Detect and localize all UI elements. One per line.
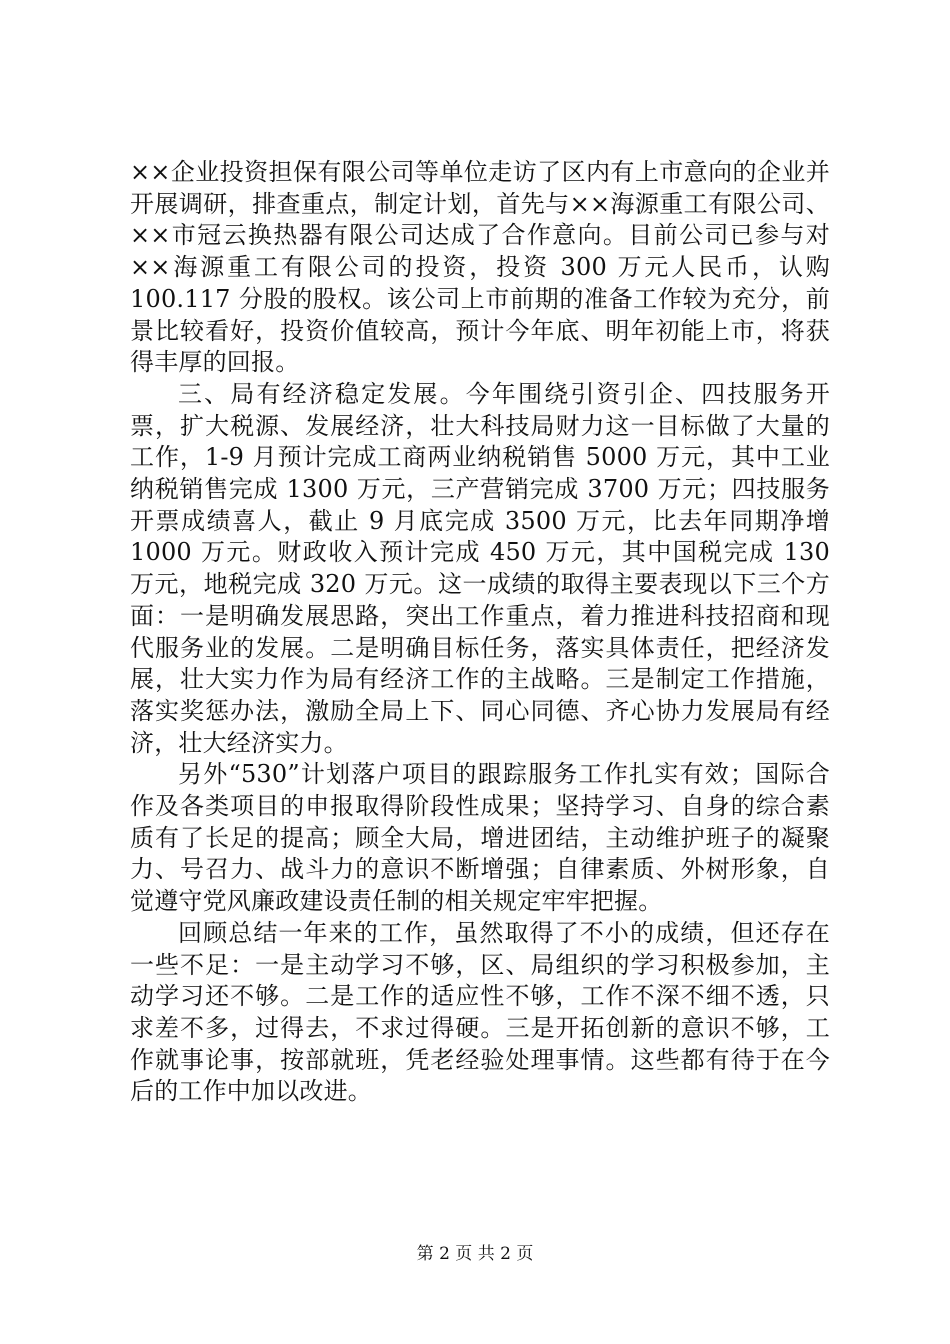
paragraph-shortcomings: 回顾总结一年来的工作，虽然取得了不小的成绩，但还存在一些不足：一是主动学习不够，区、局组织的学习积极参加，主动学习还不够。二是工作的适应性不够，工作不深不细不透，只求差不多，过得去，不求过得硬。三是开拓创新的意识不够，工作就事论事，按部就班，凭老经验处理事情。这些都有待于在今后的工作中加以改进。 bbox=[130, 918, 830, 1106]
paragraph-investment: ××企业投资担保有限公司等单位走访了区内有上市意向的企业并开展调研，排查重点，制定计划，首先与××海源重工有限公司、××市冠云换热器有限公司达成了合作意向。目前公司已参与对××海源重工有限公司的投资，投资 300 万元人民币，认购 100.117 分股的股权。该公司上市前期的准备工作较为充分，前景比较看好，投资价值较高，预计今年底、明年初能上市，将获得丰厚的回报。 bbox=[130, 158, 830, 377]
page-footer: 第 2 页 共 2 页 bbox=[416, 1244, 534, 1264]
paragraph-economy: 三、局有经济稳定发展。今年围绕引资引企、四技服务开票，扩大税源、发展经济，壮大科技局财力这一目标做了大量的工作，1-9 月预计完成工商两业纳税销售 5000 万元，其中工业纳税销售完成 1300 万元，三产营销完成 3700 万元；四技服务开票成绩喜人，截止 9 月底完成 3500 万元，比去年同期净增 1000 万元。财政收入预计完成 450 万元，其中国税完成 130 万元，地税完成 320 万元。这一成绩的取得主要表现以下三个方面：一是明确发展思路，突出工作重点，着力推进科技招商和现代服务业的发展。二是明确目标任务，落实具体责任，把经济发展，壮大实力作为局有经济工作的主战略。三是制定工作措施，落实奖惩办法，激励全局上下、同心同德、齐心协力发展局有经济，壮大经济实力。 bbox=[130, 379, 830, 757]
paragraph-other-work: 另外“530”计划落户项目的跟踪服务工作扎实有效；国际合作及各类项目的申报取得阶段性成果；坚持学习、自身的综合素质有了长足的提高；顾全大局，增进团结，主动维护班子的凝聚力、号召力、战斗力的意识不断增强；自律素质、外树形象，自觉遵守党风廉政建设责任制的相关规定牢牢把握。 bbox=[130, 760, 830, 916]
document-body bbox=[130, 157, 830, 1108]
